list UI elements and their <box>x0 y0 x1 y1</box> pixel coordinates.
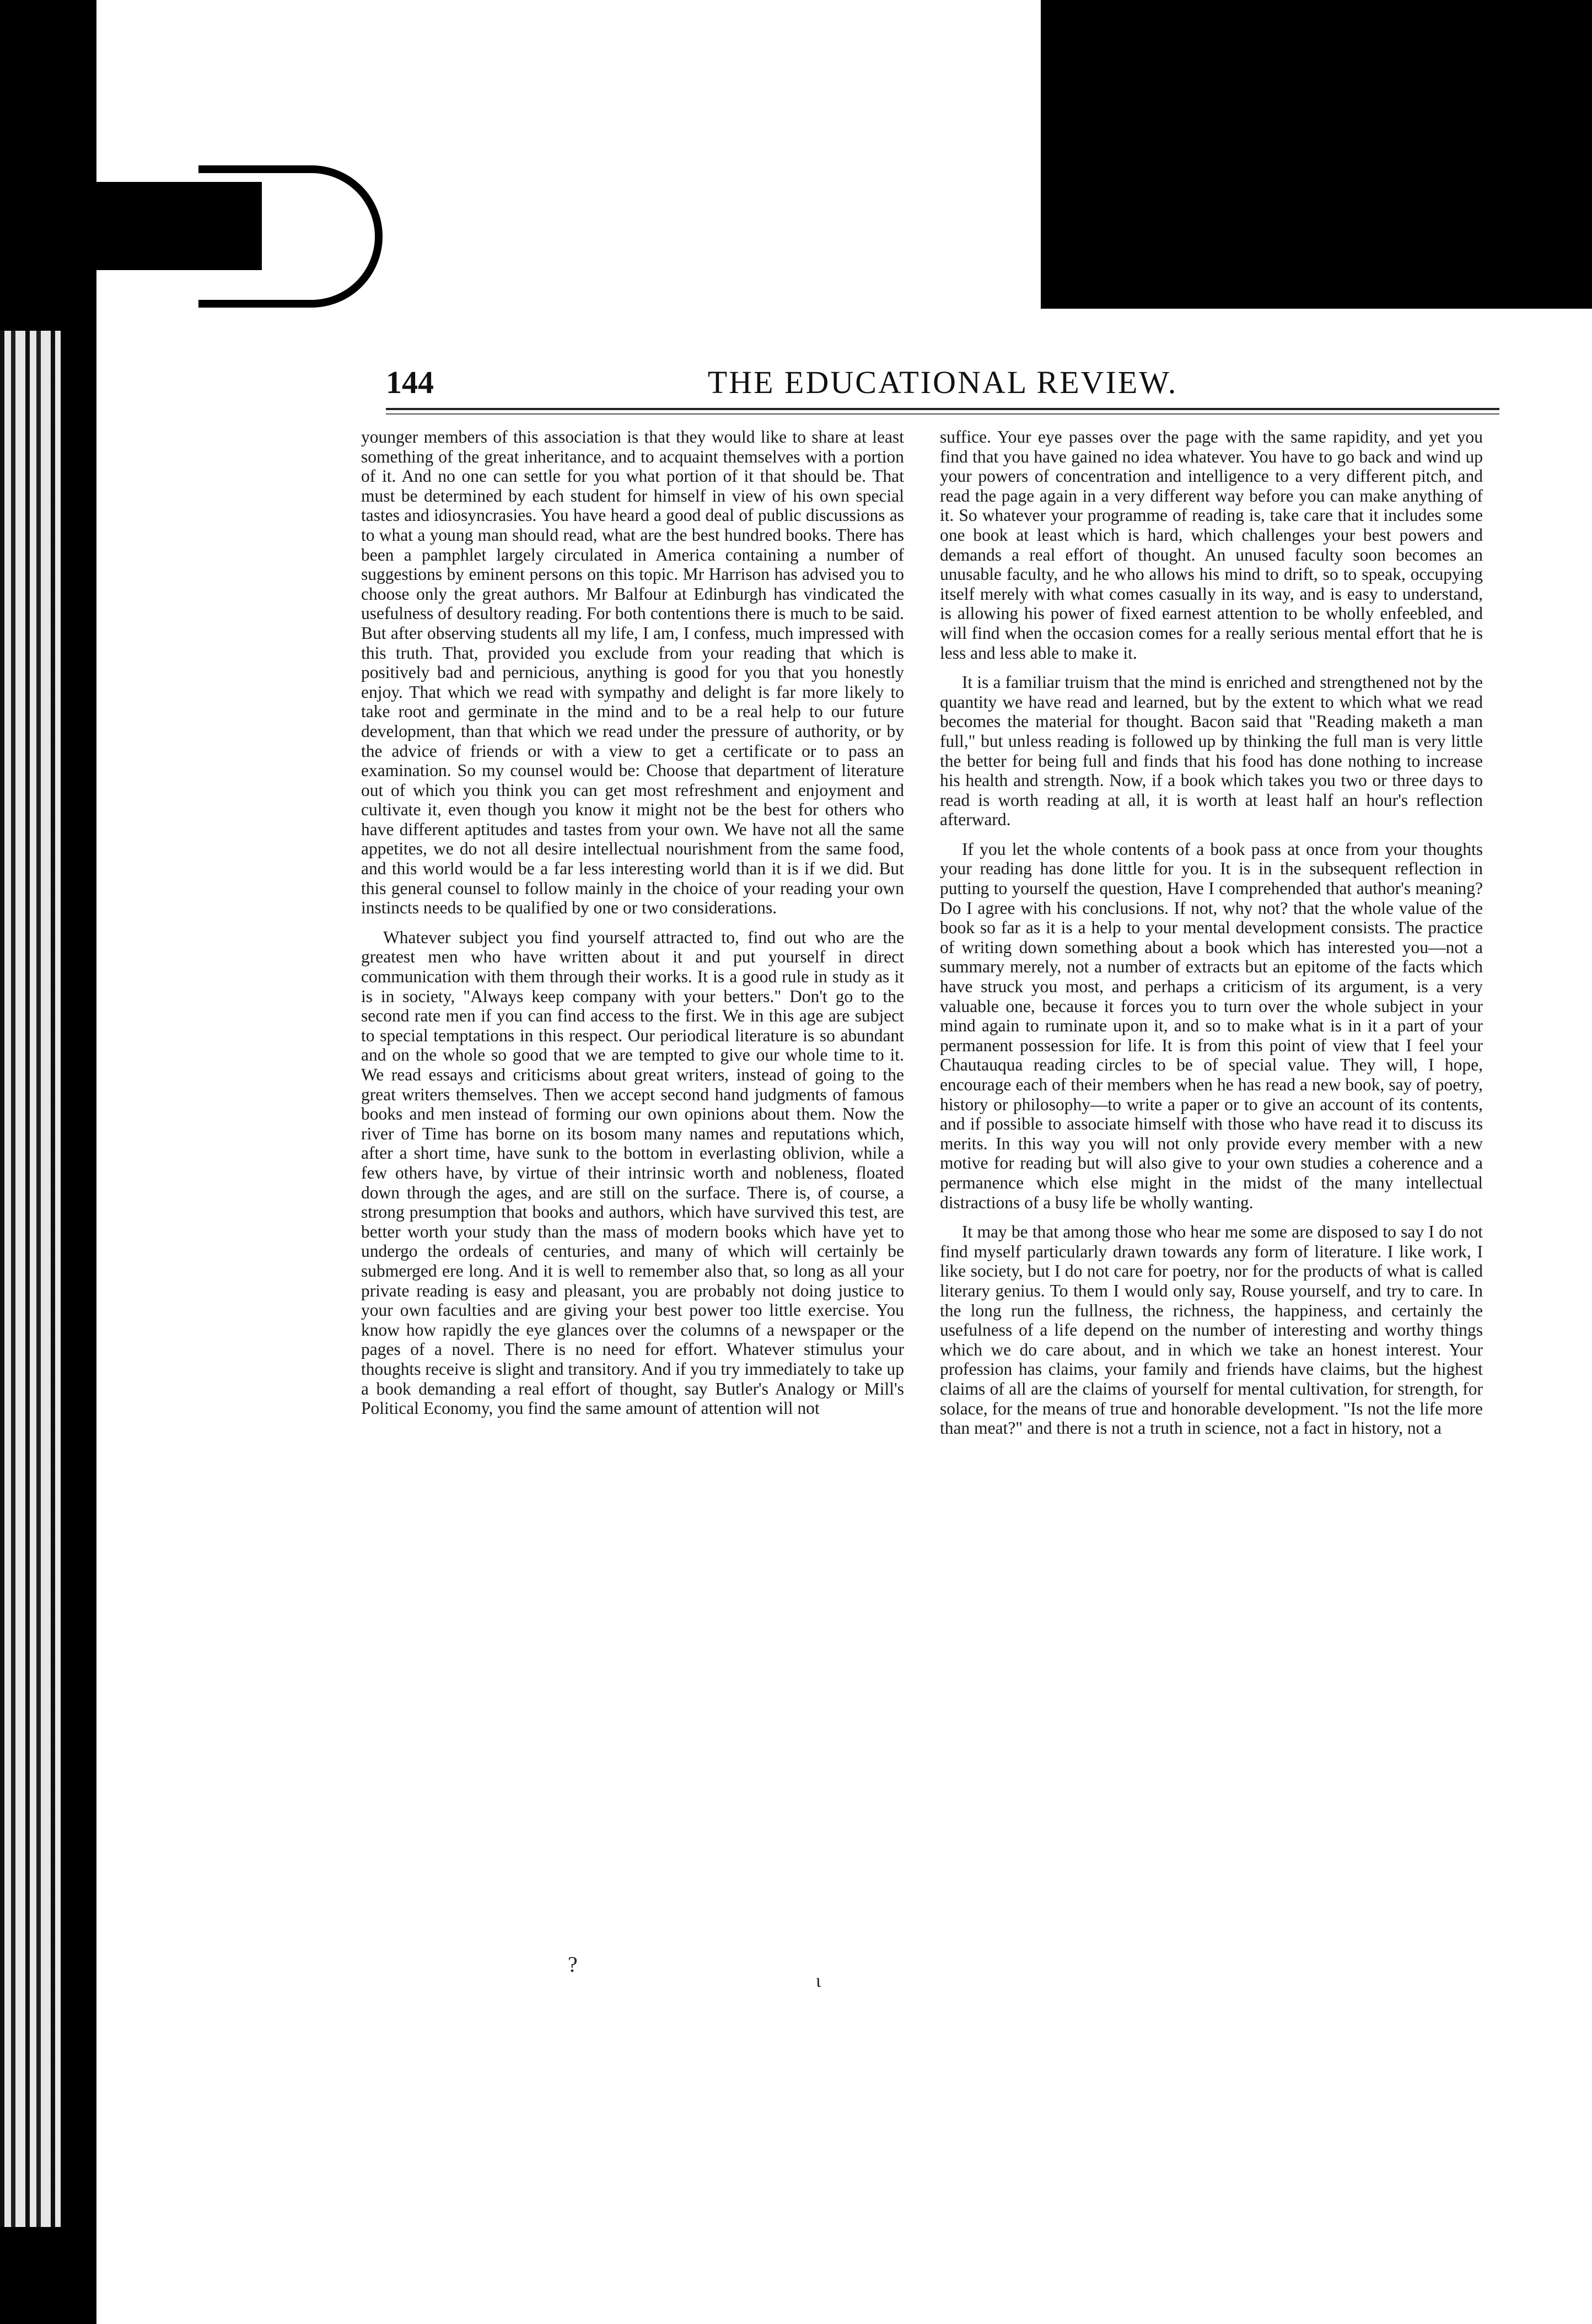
page-number: 144 <box>386 364 434 400</box>
right-column <box>940 427 1483 1954</box>
paragraph: It is a familiar truism that the mind is enriched and strengthened not by the quantity we have read and learned, but by the extent to which what we read becomes the material for thought. Bacon said that "Reading maketh a man full," but unless reading is followed up by thinking the full man is very little the better for being full and finds that his food has done nothing to increase his health and strength. Now, if a book which takes you two or three days to read is worth reading at all, it is worth at least half an hour's reflection afterward. <box>940 673 1483 830</box>
paragraph: If you let the whole contents of a book pass at once from your thoughts your reading has done little for you. It is in the subsequent reflection in putting to yourself the question, Have I comprehended that author's meaning? Do I agree with his conclusions. If not, why not? that the whole value of the book so far as it is a help to your mental development consists. The practice of writing down something about a book which has interested you—not a summary merely, not a number of extracts but an epitome of the facts which have struck you most, and perhaps a criticism of its argument, is a very valuable one, because it forces you to turn over the whole subject in your mind again to ruminate upon it, and so to make what is in it a part of your permanent possession for life. It is from this point of view that I feel your Chautauqua reading circles to be of special value. They will, I hope, encourage each of their members when he has read a new book, say of poetry, history or philosophy—to write a paper or to give an account of its contents, and if possible to associate himself with those who have read it to discuss its merits. In this way you will not only provide every member with a new motive for reading but will also give to your own studies a coherence and a permanence which else might in the midst of the many intellectual distractions of a busy life be wholly wanting. <box>940 839 1483 1212</box>
running-header <box>386 364 1499 402</box>
paragraph: suffice. Your eye passes over the page with the same rapidity, and yet you find that you have gained no idea whatever. You have to go back and wind up your powers of concentration and intelligence to a very different pitch, and read the page again in a very different way before you can make anything of it. So whatever your programme of reading is, take care that it includes some one book at least which is hard, which challenges your best powers and demands a real effort of thought. An unused faculty soon becomes an unusable faculty, and he who allows his mind to drift, so to speak, occupying itself merely with what comes casually in its way, and is easy to understand, is allowing his power of fixed earnest attention to be wholly enfeebled, and will find when the occasion comes for a really serious mental effort that he is less and less able to make it. <box>940 427 1483 663</box>
binding-edge <box>0 331 61 2227</box>
header-rule <box>386 408 1499 410</box>
footer-mark: ? <box>568 1952 578 1977</box>
binder-clip-ring <box>198 165 383 308</box>
paragraph: Whatever subject you find yourself attracted to, find out who are the greatest men who have written about it and put yourself in direct communication with them through their works. It is a good rule in study as it is in society, "Always keep company with your betters." Don't go to the second rate men if you can find access to the first. We in this age are subject to special temptations in this respect. Our periodical literature is so abundant and on the whole so good that we are tempted to give our whole time to it. We read essays and criticisms about great writers, instead of going to the great writers themselves. Then we accept second hand judgments of famous books and men instead of forming our own opinions about them. Now the river of Time has borne on its bosom many names and reputations which, after a short time, have sunk to the bottom in everlasting oblivion, while a few others have, by virtue of their intrinsic worth and nobleness, floated down through the ages, and are still on the surface. There is, of course, a strong presumption that books and authors, which have survived this test, are better worth your study than the mass of modern books which have yet to undergo the ordeals of centuries, and many of which will certainly be submerged ere long. And it is well to remember also that, so long as all your private reading is easy and pleasant, you are probably not doing justice to your own faculties and are giving your best power too little exercise. You know how rapidly the eye glances over the columns of a newspaper or the pages of a novel. There is no need for effort. Whatever stimulus your thoughts receive is slight and transitory. And if you try immediately to take up a book demanding a real effort of thought, say Butler's Analogy or Mill's Political Economy, you find the same amount of attention will not <box>361 927 904 1418</box>
scan-shadow <box>1041 0 1592 309</box>
paragraph: It may be that among those who hear me some are disposed to say I do not find myself particularly drawn towards any form of literature. I like work, I like society, but I do not care for poetry, nor for the products of what is called literary genius. To them I would only say, Rouse yourself, and try to care. In the long run the fullness, the richness, the happiness, and certainly the usefulness of a life depend on the number of interesting and worthy things which we do care about, and in which we take an honest interest. Your profession has claims, your family and friends have claims, but the highest claims of all are the claims of yourself for mental cultivation, for strength, for solace, for the means of true and honorable development. "Is not the life more than meat?" and there is not a truth in science, not a fact in history, not a <box>940 1222 1483 1438</box>
journal-title: THE EDUCATIONAL REVIEW. <box>707 364 1178 400</box>
header-rule-thin <box>386 413 1499 415</box>
left-column <box>361 427 904 1954</box>
paragraph: younger members of this association is that they would like to share at least something of the great inheritance, and to acquaint themselves with a portion of it. And no one can settle for you what portion of it that should be. That must be determined by each student for himself in view of his own special tastes and idiosyncrasies. You have heard a good deal of public discussions as to what a young man should read, what are the best hundred books. There has been a pamphlet largely circulated in America containing a number of suggestions by eminent persons on this topic. Mr Harrison has advised you to choose only the great authors. Mr Balfour at Edinburgh has vindicated the usefulness of desultory reading. For both contentions there is much to be said. But after observing students all my life, I am, I confess, much impressed with this truth. That, provided you exclude from your reading that which is positively bad and pernicious, anything is good for you that you honestly enjoy. That which we read with sympathy and delight is far more likely to take root and germinate in the mind and to be a real help to our future development, than that which we read under the pressure of authority, or by the advice of friends or with a view to get a certificate or to pass an examination. So my counsel would be: Choose that department of literature out of which you think you can get most refreshment and enjoyment and cultivate it, even though you know it might not be the best for others who have different aptitudes and tastes from your own. We have not all the same appetites, we do not all desire intellectual nourishment from the same food, and this world would be a far less interesting world than it is if we did. But this general counsel to follow mainly in the choice of your reading your own instincts needs to be qualified by one or two considerations. <box>361 427 904 918</box>
footer-mark: ι <box>816 1971 821 1991</box>
